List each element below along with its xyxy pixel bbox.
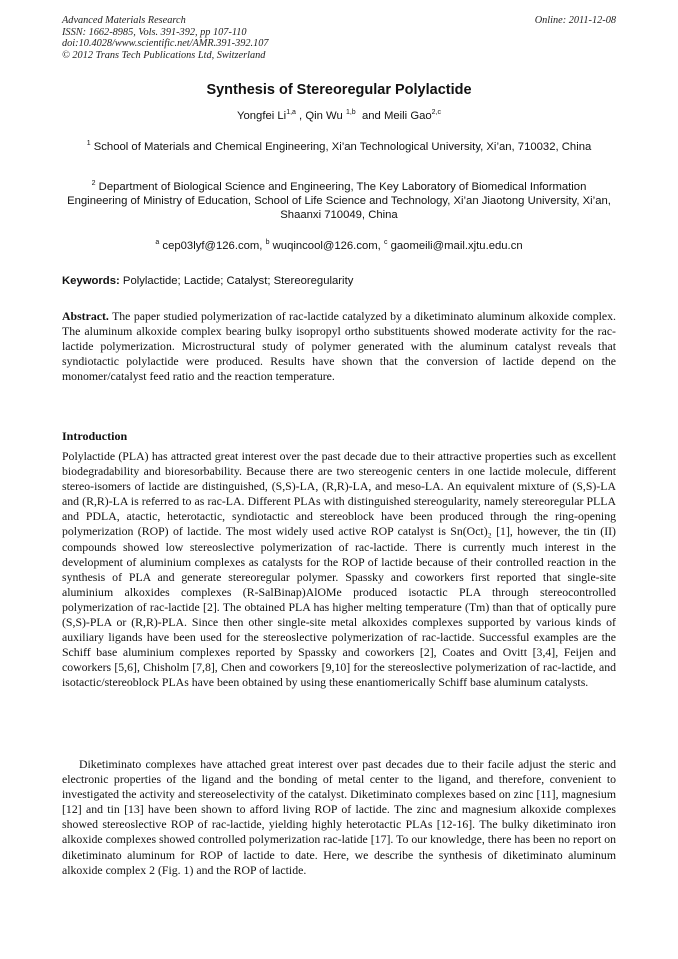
affiliation-sup: 2 [91, 180, 96, 187]
email-sup: a [155, 239, 160, 246]
affiliation-sup: 1 [86, 140, 91, 147]
author-name: Meili Gao [383, 109, 432, 122]
journal-name: Advanced Materials Research [62, 15, 186, 26]
email-address[interactable]: gaomeili@mail.xjtu.edu.cn [390, 239, 523, 252]
abstract [62, 309, 616, 384]
keywords-label: Keywords: [62, 275, 120, 287]
journal-header [62, 15, 616, 61]
affiliation-text: School of Materials and Chemical Engineering, Xi’an Technological University, Xi’an, 710032, China [93, 140, 592, 153]
issn-line: ISSN: 1662-8985, Vols. 391-392, pp 107-110 [62, 26, 247, 38]
email-sup: c [383, 239, 388, 246]
section-heading: Introduction [62, 429, 128, 443]
author-name: Yongfei Li [236, 109, 287, 122]
online-date: Online: 2011-12-08 [534, 15, 616, 26]
author-list: Yongfei Li$^{1,a}$ , Qin Wu $^{1,b}$ and Meili Gao$^{2,c}$ [236, 109, 442, 122]
author-sup: 1,a [286, 109, 296, 116]
keywords [62, 275, 616, 287]
email-list [62, 236, 616, 253]
author-name: Qin Wu [305, 109, 343, 122]
email-address[interactable]: wuqincool@126.com, [272, 239, 381, 252]
author-sup: 1,b [345, 109, 356, 116]
doi-line[interactable]: doi:10.4028/www.scientific.net/AMR.391-392.107 [62, 38, 269, 49]
body-paragraph: Diketiminato complexes have attached great interest over past decades due to their facile adjust the steric and electronic properties of the ligand and the bonding of metal center to the ligand, and therefore, convenient to investigated the activity and stereoselectivity of the catalyst. Diketiminato complexes based on zinc [11], magnesium [12] and tin [13] have been shown to afford living ROP of lactide. The zinc and magnesium alkoxide complexes showed stereoslective ROP of rac-lactide, yielding highly heterotactic PLAs [12-16]. The bulky diketiminato iron alkoxide complexes showed controlled polymerization rac-latide [17]. To our knowledge, there has been no report on diketiminato aluminum for ROP of lactide to date. Here, we describe the synthesis of diketiminato aluminum alkoxide complex 2 (Fig. 1) and the ROP of lactide. [62, 757, 616, 877]
copyright-line: © 2012 Trans Tech Publications Ltd, Switzerland [62, 49, 266, 61]
abstract-text: The paper studied polymerization of rac-lactide catalyzed by a diketiminato aluminum alkoxide complex. The aluminum alkoxide complex bearing bulky isopropyl ortho substituents showed moderate activity for the rac-lactide polymerization. Microstructural study of polymer generated with the aluminum catalyst reveals that syndiotactic polylactide were produced. Results have shown that the conversion of lactide depend on the monomer/catalyst feed ratio and the reaction temperature. [62, 309, 616, 384]
affiliation-2 [62, 177, 616, 222]
email-address[interactable]: cep03lyf@126.com, [162, 239, 263, 252]
affiliation-1 [62, 137, 616, 154]
affiliation-text: Department of Biological Science and Engineering, The Key Laboratory of Biomedical Information Engineering of Ministry of Education, School of Life Science and Technology, Xi’an Jiaotong University, Xi’an, Shaanxi 710049, China [67, 180, 611, 221]
author-sup: 2,c [431, 109, 442, 116]
body-paragraph: Polylactide (PLA) has attracted great interest over the past decade due to their attractive properties such as excellent biodegradability and bioresorbability. Because there are two stereogenic centers in one lactide molecule, different stereo-isomers of lactide are distinguished, (S,S)-LA, (R,R)-LA, and meso-LA. An equivalent mixture of (S,S)-LA and (R,R)-LA is referred to as rac-LA. Different PLAs with distinguished stereogularity, namely stereoregular PLLA and PDLA, atactic, heterotactic, syndiotactic and stereoblock have been produced through the ring-opening polymerization (ROP) of lactide. The most widely used active ROP catalyst is Sn(Oct)₂ [1], however, the tin (II) compounds showed low stereoslective polymerization of rac-lactide. There is currently much interest in the development of aluminium complexes as catalysts for the ROP of lactide because of their controlled reaction in the synthesis of PLA and generate stereoregular polymer. Spassky and coworkers first reported that single-site aluminium alkoxides complexes (R-SalBinap)AlOMe produced isotactic PLA through stereocontrolled polymerization of rac-lactide [2]. The obtained PLA has higher melting temperature (Tm) than that of optically pure (S,S)-PLA or (R,R)-PLA. Since then other single-site metal alkoxides complexes supported by various kinds of auxiliary ligands have been used for the stereoslective polymerization of rac-lactide. Successful examples are the Schiff base aluminium complexes reported by Spassky and coworkers [2], Coates and Ovitt [3,4], Feijen and coworkers [5,6], Chisholm [7,8], Chen and coworkers [9,10] for the stereoslective polymerization of rac-lactide, and isotactic/stereoblock PLAs have been obtained by using these enantiomerically Schiff base aluminum catalysts. [62, 449, 616, 690]
keywords-text: Polylactide; Lactide; Catalyst; Stereoregularity [122, 275, 354, 287]
email-sup: b [265, 239, 270, 246]
paper-title: Synthesis of Stereoregular Polylactide [206, 82, 472, 98]
abstract-label: Abstract. [62, 309, 109, 323]
